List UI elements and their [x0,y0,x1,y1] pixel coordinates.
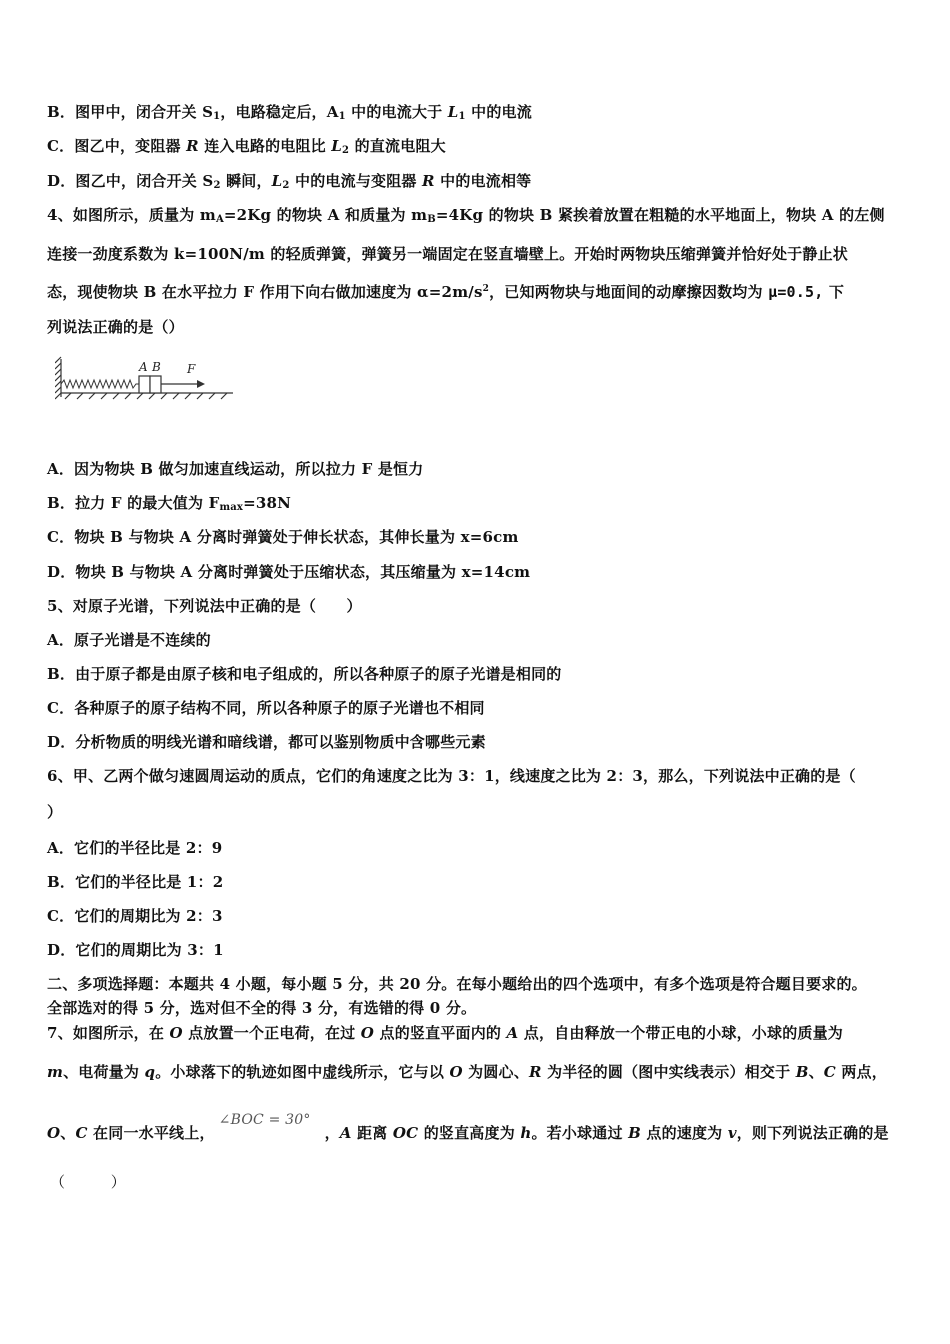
q3-option-b: B．图甲中，闭合开关 $S_1$，电路稳定后，$A_1$ 中的电流大于 $L_1$ 中的电流 [47,103,532,122]
q7-stem-line2: m、电荷量为 q。小球落下的轨迹如图中虚线所示，它与以 O 为圆心、R 为半径的圆（图中实线表示）相交于 B、C 两点， [47,1063,887,1081]
label-a: A [139,360,148,374]
section2-instructions-line2: 全部选对的得 5 分，选对但不全的得 3 分，有选错的得 0 分。 [47,999,477,1017]
q6-option-d: D．它们的周期比为 3：1 [47,941,224,959]
q5-option-b: B．由于原子都是由原子核和电子组成的，所以各种原子的原子光谱是相同的 [47,665,562,683]
q4-stem-line4: 列说法正确的是（） [47,318,184,336]
q4-stem-line3: 态，现使物块 B 在水平拉力 F 作用下向右做加速度为 $\alpha=2m/s^2$，已知两物块与地面间的动摩擦因数均为 μ=0.5, 下 [47,283,845,301]
q6-option-b: B．它们的半径比是 1：2 [47,873,224,891]
q6-stem-line2: ） [47,803,63,821]
q4-option-d: D．物块 B 与物块 A 分离时弹簧处于压缩状态，其压缩量为 x=14cm [47,563,531,581]
q5-option-a: A．原子光谱是不连续的 [47,631,211,649]
spring-icon [61,380,139,388]
label-f: F [187,362,196,376]
spring-blocks-figure [55,355,240,405]
q7-stem-line1: 7、如图所示，在 O 点放置一个正电荷，在过 O 点的竖直平面内的 A 点，自由释放一个带正电的小球，小球的质量为 [47,1024,843,1042]
angle-boc-formula: ∠BOC = 30° [218,1112,311,1128]
q5-option-d: D．分析物质的明线光谱和暗线谱，都可以鉴别物质中含哪些元素 [47,733,486,751]
q4-option-b: B．拉力 F 的最大值为 $F_{max}=38N$ [47,494,292,513]
block-b [150,376,161,393]
q5-option-c: C．各种原子的原子结构不同，所以各种原子的原子光谱也不相同 [47,699,485,717]
q4-stem-line1: 4、如图所示，质量为 $m_A=2Kg$ 的物块 A 和质量为 $m_B=4Kg$ 的物块 B 紧挨着放置在粗糙的水平地面上，物块 A 的左侧 [47,206,885,225]
section2-instructions-line1: 二、多项选择题：本题共 4 小题，每小题 5 分，共 20 分。在每小题给出的四个选项中，有多个选项是符合题目要求的。 [47,975,867,993]
q3-option-d: D．图乙中，闭合开关 $S_2$ 瞬间，$L_2$ 中的电流与变阻器 R 中的电流相等 [47,172,532,191]
q7-stem-line3: O、C 在同一水平线上，∠BOC = 30°，A 距离 OC 的竖直高度为 h。若小球通过 B 点的速度为 v，则下列说法正确的是 [47,1112,889,1142]
q6-stem-line1: 6、甲、乙两个做匀速圆周运动的质点，它们的角速度之比为 3：1，线速度之比为 2：3，那么，下列说法中正确的是（ [47,767,856,785]
q4-option-c: C．物块 B 与物块 A 分离时弹簧处于伸长状态，其伸长量为 x=6cm [47,528,519,546]
label-b: B [152,360,161,374]
q6-option-c: C．它们的周期比为 2：3 [47,907,223,925]
ground-icon [61,393,233,399]
q4-option-a: A．因为物块 B 做匀加速直线运动，所以拉力 F 是恒力 [47,460,424,478]
q6-option-a: A．它们的半径比是 2：9 [47,839,223,857]
q7-answer-paren: （ ） [50,1173,127,1191]
q4-stem-line2: 连接一劲度系数为 k=100N/m 的轻质弹簧，弹簧另一端固定在竖直墙壁上。开始时两物块压缩弹簧并恰好处于静止状 [47,245,848,263]
block-a [139,376,150,393]
arrowhead-icon [197,380,205,388]
q5-stem: 5、对原子光谱，下列说法中正确的是（ ） [47,597,362,615]
wall-icon [55,357,61,399]
q3-option-c: C．图乙中，变阻器 R 连入电路的电阻比 $L_2$ 的直流电阻大 [47,137,446,156]
